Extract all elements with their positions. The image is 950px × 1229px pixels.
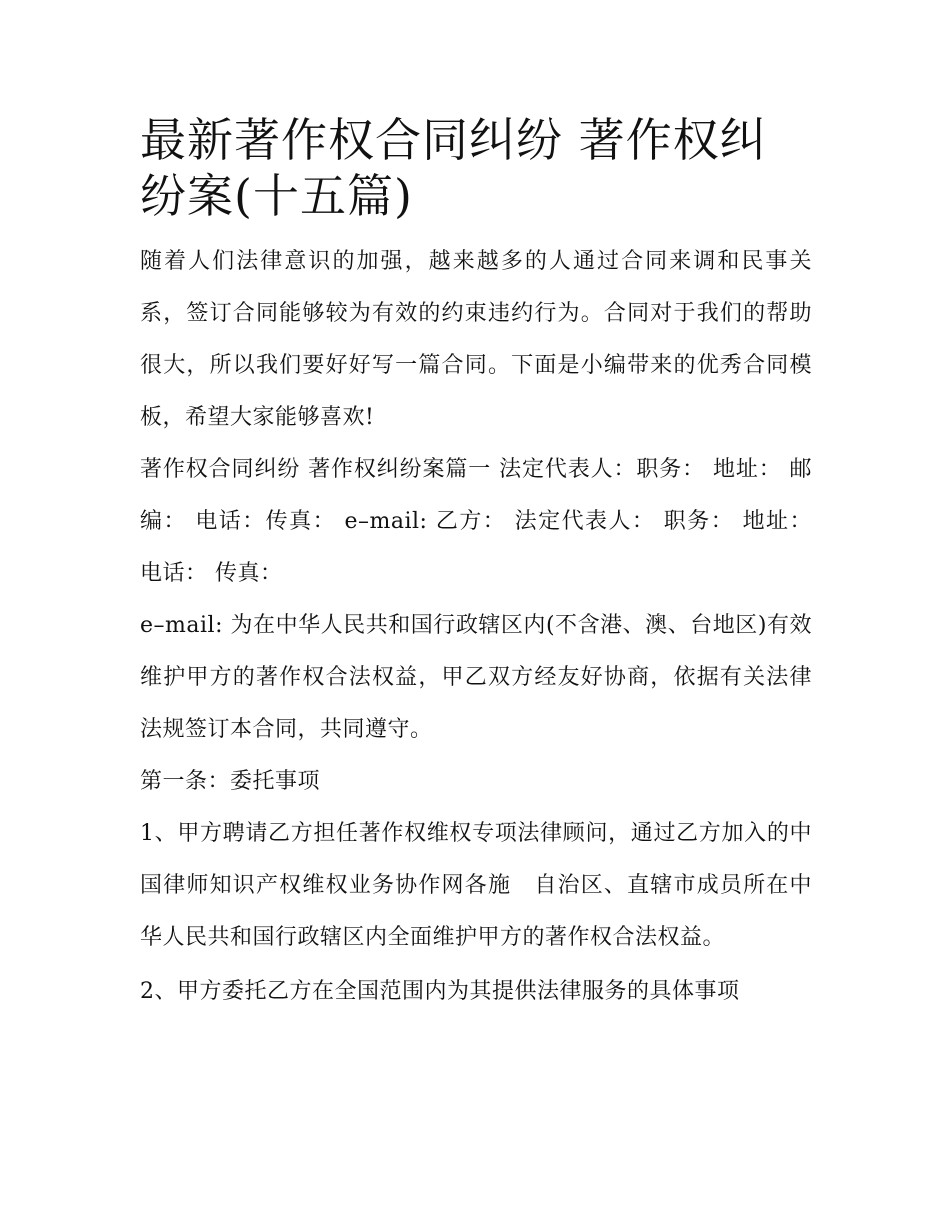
party-info-paragraph: 著作权合同纠纷 著作权纠纷案篇一 法定代表人：职务： 地址： 邮编： 电话：传真： e–mail: 乙方： 法定代表人： 职务： 地址： 电话： 传真：	[140, 457, 812, 586]
purpose-paragraph: e–mail: 为在中华人民共和国行政辖区内(不含港、澳、台地区)有效维护甲方的著作权合法权益，甲乙双方经友好协商，依据有关法律法规签订本合同，共同遵守。	[140, 613, 812, 742]
article-heading: 第一条：委托事项	[140, 769, 321, 794]
intro-paragraph: 随着人们法律意识的加强，越来越多的人通过合同来调和民事关系，签订合同能够较为有效的约束违约行为。合同对于我们的帮助很大，所以我们要好好写一篇合同。下面是小编带来的优秀合同模板，希望大家能够喜欢!	[140, 249, 812, 430]
document-title: 最新著作权合同纠纷 著作权纠纷案(十五篇)	[140, 113, 767, 223]
document-page	[140, 112, 812, 1018]
clause-1-paragraph: 1、甲方聘请乙方担任著作权维权专项法律顾问，通过乙方加入的中国律师知识产权维权业务协作网各施 自治区、直辖市成员所在中华人民共和国行政辖区内全面维护甲方的著作权合法权益。	[140, 821, 812, 950]
clause-2-paragraph: 2、甲方委托乙方在全国范围内为其提供法律服务的具体事项	[140, 979, 740, 1004]
